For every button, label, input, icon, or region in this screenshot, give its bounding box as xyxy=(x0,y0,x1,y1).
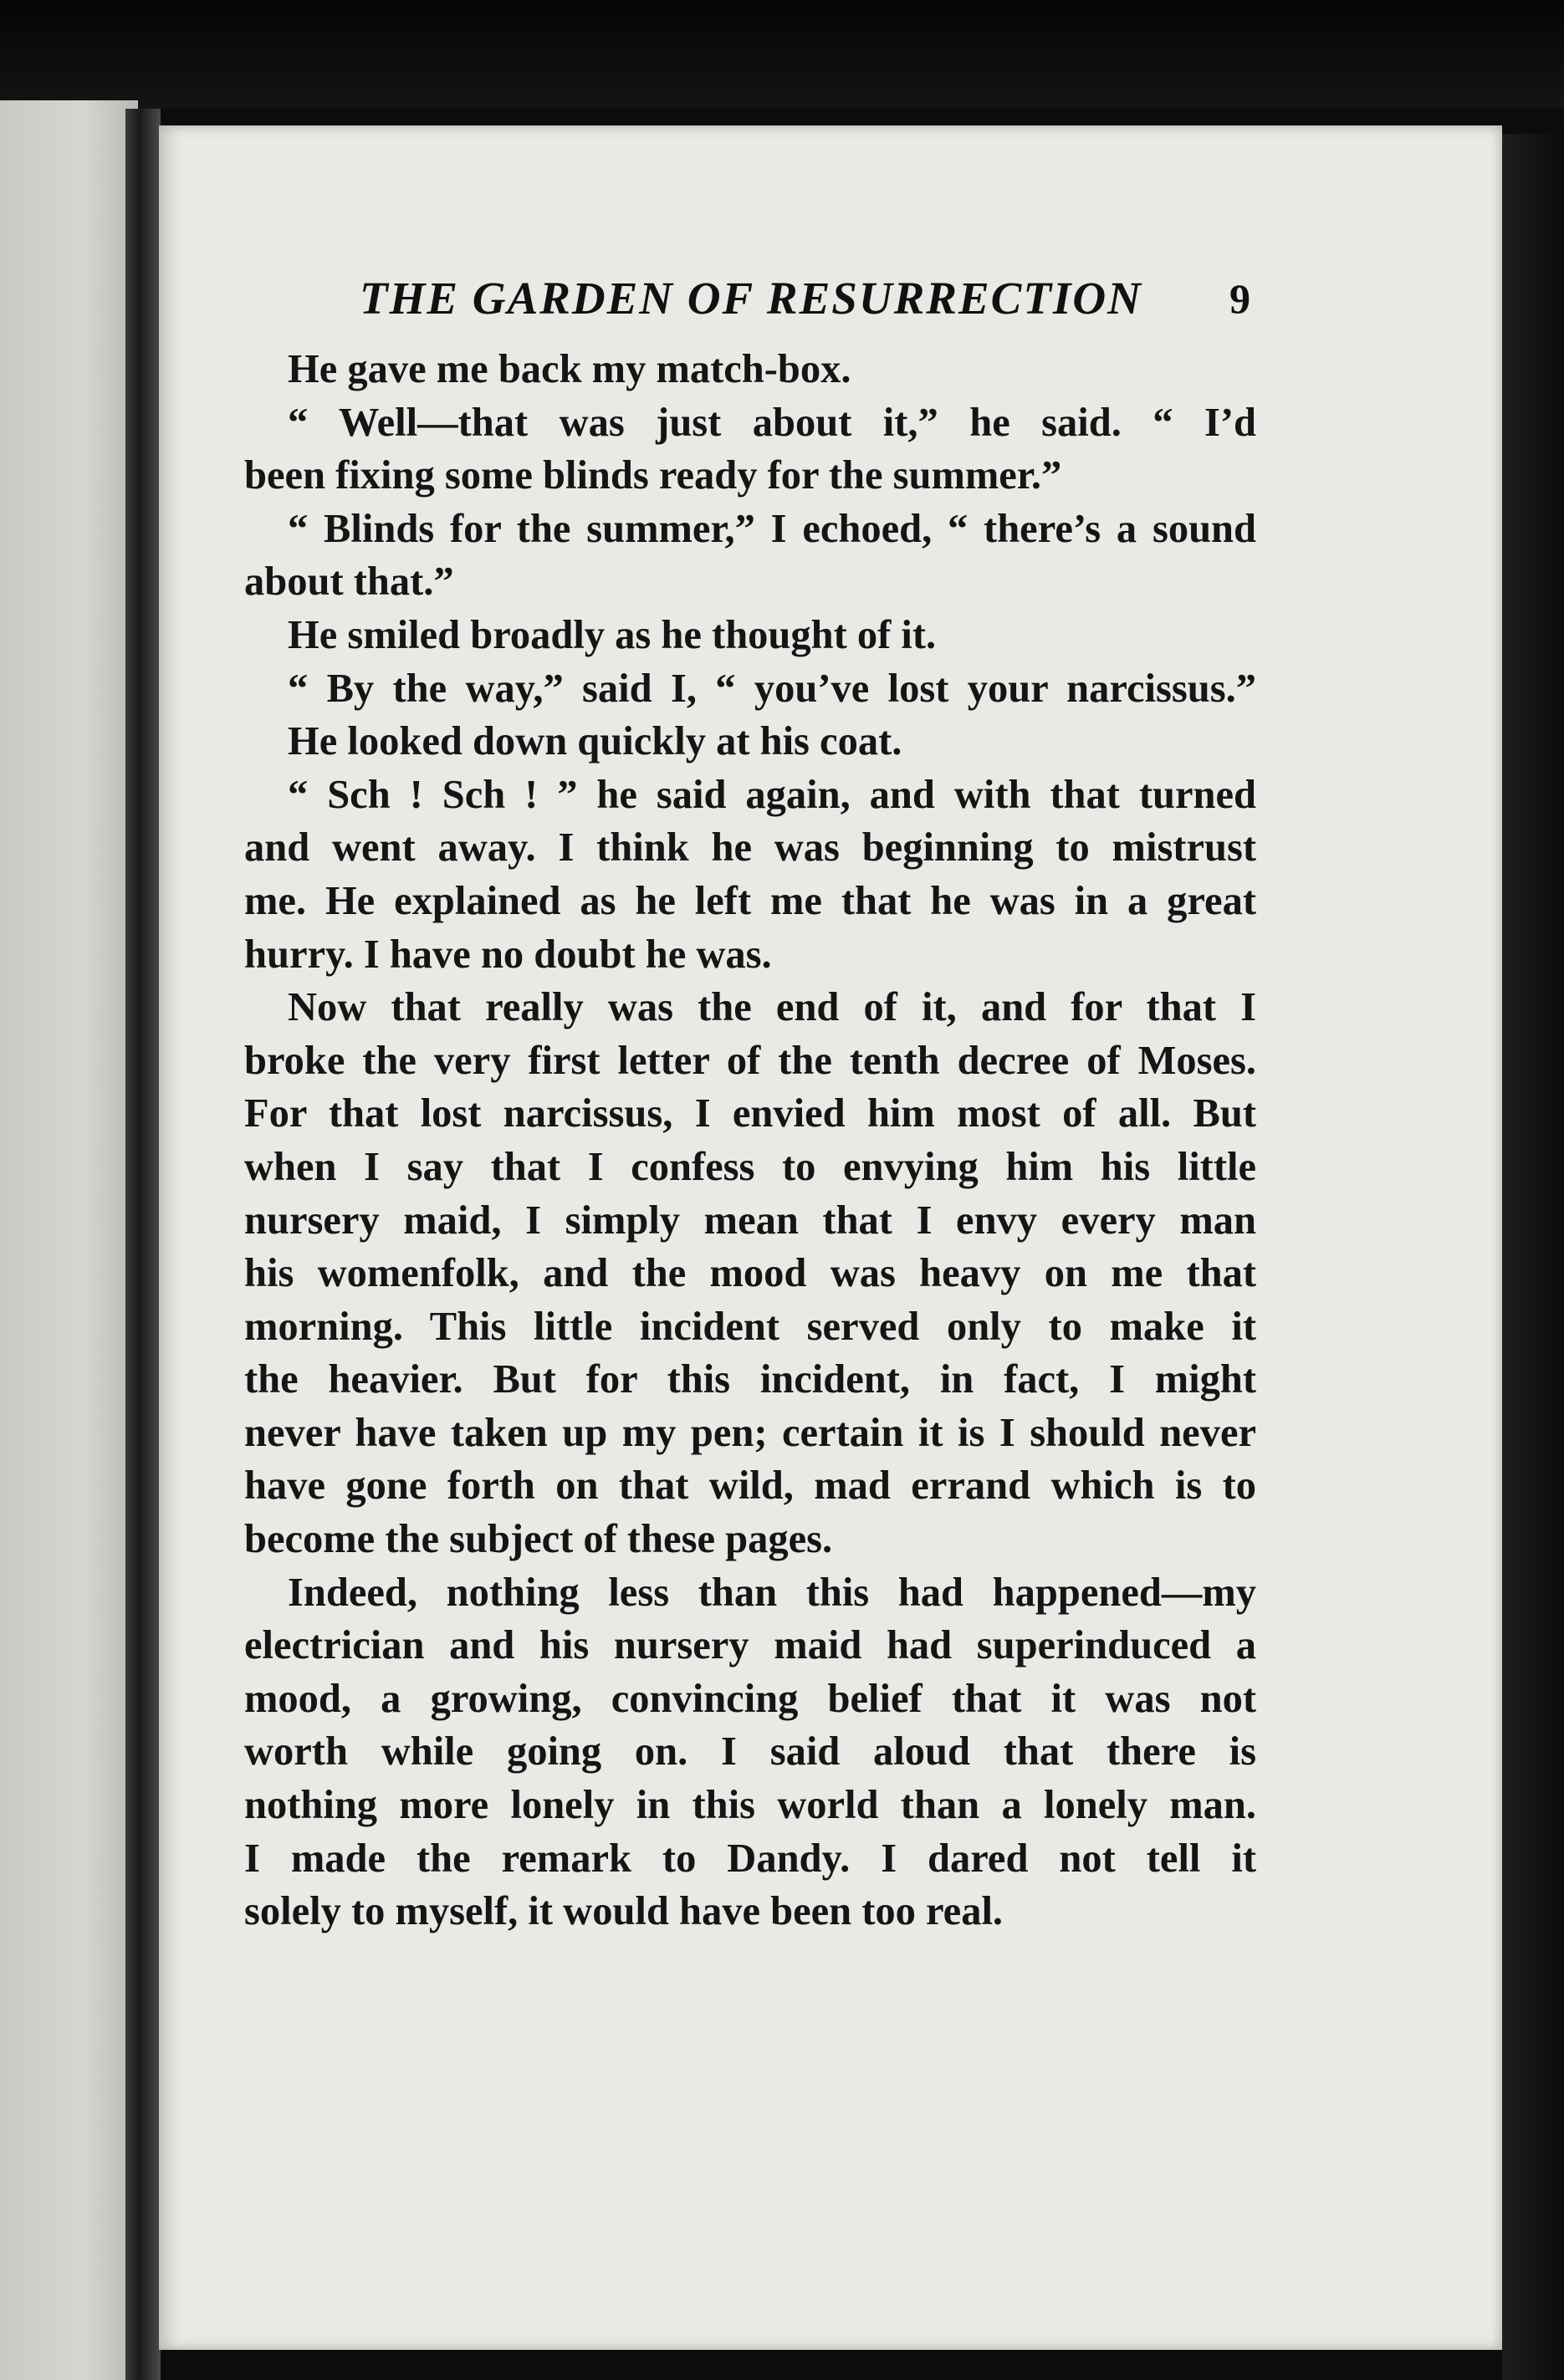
text-line: solely to myself, it would have been too real. xyxy=(244,1889,1004,1934)
page-number: 9 xyxy=(1229,275,1250,322)
text-line: become the subject of these pages. xyxy=(244,1517,833,1562)
text-line: mood, a growing, convincing belief that it was not xyxy=(244,1676,1256,1721)
text-line: broke the very first letter of the tenth decree of Moses. xyxy=(244,1038,1256,1083)
text-line: worth while going on. I said aloud that there is xyxy=(244,1729,1256,1775)
text-line: morning. This little incident served only to make it xyxy=(244,1304,1256,1349)
text-line: I made the remark to Dandy. I dared not tell it xyxy=(244,1836,1256,1881)
text-line: me. He explained as he left me that he was in a great xyxy=(244,878,1256,923)
text-line: the heavier. But for this incident, in fact, I might xyxy=(244,1357,1256,1402)
running-head: THE GARDEN OF RESURRECTION xyxy=(360,273,1142,324)
text-line: “ By the way,” said I, “ you’ve lost your narcissus.” xyxy=(288,666,1256,711)
text-line: electrician and his nursery maid had superinduced a xyxy=(244,1623,1256,1668)
scan-top-shadow xyxy=(0,0,1564,109)
text-line: never have taken up my pen; certain it is I should never xyxy=(244,1410,1256,1455)
text-line: his womenfolk, and the mood was heavy on me that xyxy=(244,1251,1256,1296)
text-line: nursery maid, I simply mean that I envy every man xyxy=(244,1198,1256,1243)
text-line: been fixing some blinds ready for the summer.” xyxy=(244,453,1062,498)
text-line: and went away. I think he was beginning to mistrust xyxy=(244,825,1256,871)
text-line: have gone forth on that wild, mad errand which is to xyxy=(244,1463,1256,1509)
text-line: nothing more lonely in this world than a lonely man. xyxy=(244,1783,1256,1828)
text-line: “ Blinds for the summer,” I echoed, “ there’s a sound xyxy=(288,506,1256,551)
text-line: “ Sch ! Sch ! ” he said again, and with that turned xyxy=(288,772,1256,817)
facing-page-margin xyxy=(0,100,138,2380)
text-line: For that lost narcissus, I envied him most of all. But xyxy=(244,1091,1256,1136)
text-line: He gave me back my match-box. xyxy=(288,347,851,391)
text-line: He smiled broadly as he thought of it. xyxy=(288,612,937,657)
text-line: Indeed, nothing less than this had happened—my xyxy=(288,1570,1256,1615)
text-line: when I say that I confess to envying him his little xyxy=(244,1144,1256,1189)
scan-right-edge xyxy=(1502,134,1564,2380)
text-line: about that.” xyxy=(244,559,454,605)
text-line: “ Well—that was just about it,” he said. “ I’d xyxy=(288,400,1256,445)
text-line: He looked down quickly at his coat. xyxy=(288,719,902,764)
body-text xyxy=(244,343,1256,1938)
text-line: Now that really was the end of it, and for that I xyxy=(288,985,1256,1030)
book-gutter xyxy=(125,109,161,2380)
text-line: hurry. I have no doubt he was. xyxy=(244,932,772,977)
